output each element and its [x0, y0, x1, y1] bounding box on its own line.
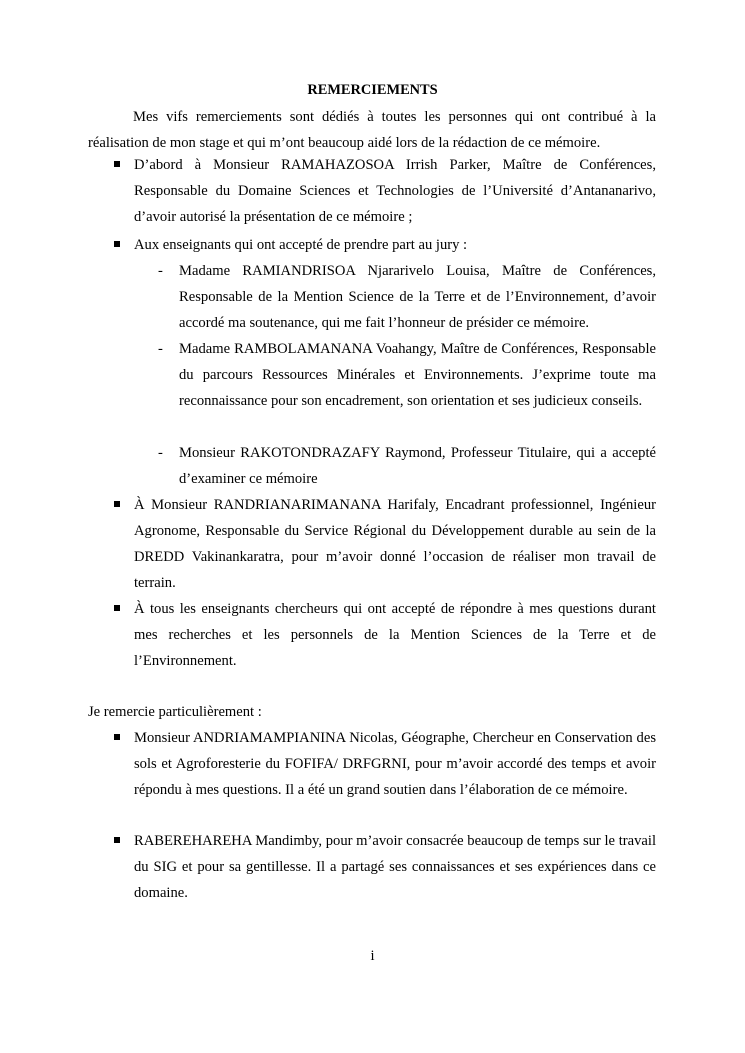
bullet-item: Aux enseignants qui ont accepté de prendre part au jury : — [134, 232, 656, 258]
page-number: i — [370, 948, 375, 964]
bullet-item: À Monsieur RANDRIANARIMANANA Harifaly, Encadrant professionnel, Ingénieur Agronome, Responsable du Service Régional du Développement durable au sein de la DREDD Vakinankaratra, pour m’avoir donné l’occasion de réaliser mon travail de terrain. — [134, 492, 656, 596]
bullet-item: D’abord à Monsieur RAMAHAZOSOA Irrish Parker, Maître de Conférences, Responsable du Domaine Sciences et Technologies de l’Université d’Antananarivo, d’avoir autorisé la présentation de ce mémoire ; — [134, 152, 656, 230]
bullet-item: À tous les enseignants chercheurs qui ont accepté de répondre à mes questions durant mes recherches et les personnels de la Mention Sciences de la Terre et de l’Environnement. — [134, 596, 656, 674]
jury-member: - Madame RAMBOLAMANANA Voahangy, Maître de Conférences, Responsable du parcours Ressources Minérales et Environnements. J’exprime toute ma reconnaissance pour son encadrement, son orientation et ses judicieux conseils. — [179, 336, 656, 414]
page-title: REMERCIEMENTS — [307, 82, 438, 98]
special-thanks-item: RABEREHAREHA Mandimby, pour m’avoir consacrée beaucoup de temps sur le travail du SIG et pour sa gentillesse. Il a partagé ses connaissances et ses expériences dans ce domaine. — [134, 828, 656, 906]
jury-member: - Monsieur RAKOTONDRAZAFY Raymond, Professeur Titulaire, qui a accepté d’examiner ce mémoire — [179, 440, 656, 492]
jury-member: - Madame RAMIANDRISOA Njararivelo Louisa, Maître de Conférences, Responsable de la Mention Science de la Terre et de l’Environnement, d’avoir accordé ma soutenance, qui me fait l’honneur de présider ce mémoire. — [179, 258, 656, 336]
special-thanks-item: Monsieur ANDRIAMAMPIANINA Nicolas, Géographe, Chercheur en Conservation des sols et Agroforesterie du FOFIFA/ DRFGRNI, pour m’avoir accordé des temps et avoir répondu à mes questions. Il a été un grand soutien dans l’élaboration de ce mémoire. — [134, 725, 656, 803]
special-thanks-heading: Je remercie particulièrement : — [88, 704, 262, 720]
intro-paragraph: Mes vifs remerciements sont dédiés à toutes les personnes qui ont contribué à la réalisation de mon stage et qui m’ont beaucoup aidé lors de la rédaction de ce mémoire. — [88, 109, 656, 151]
